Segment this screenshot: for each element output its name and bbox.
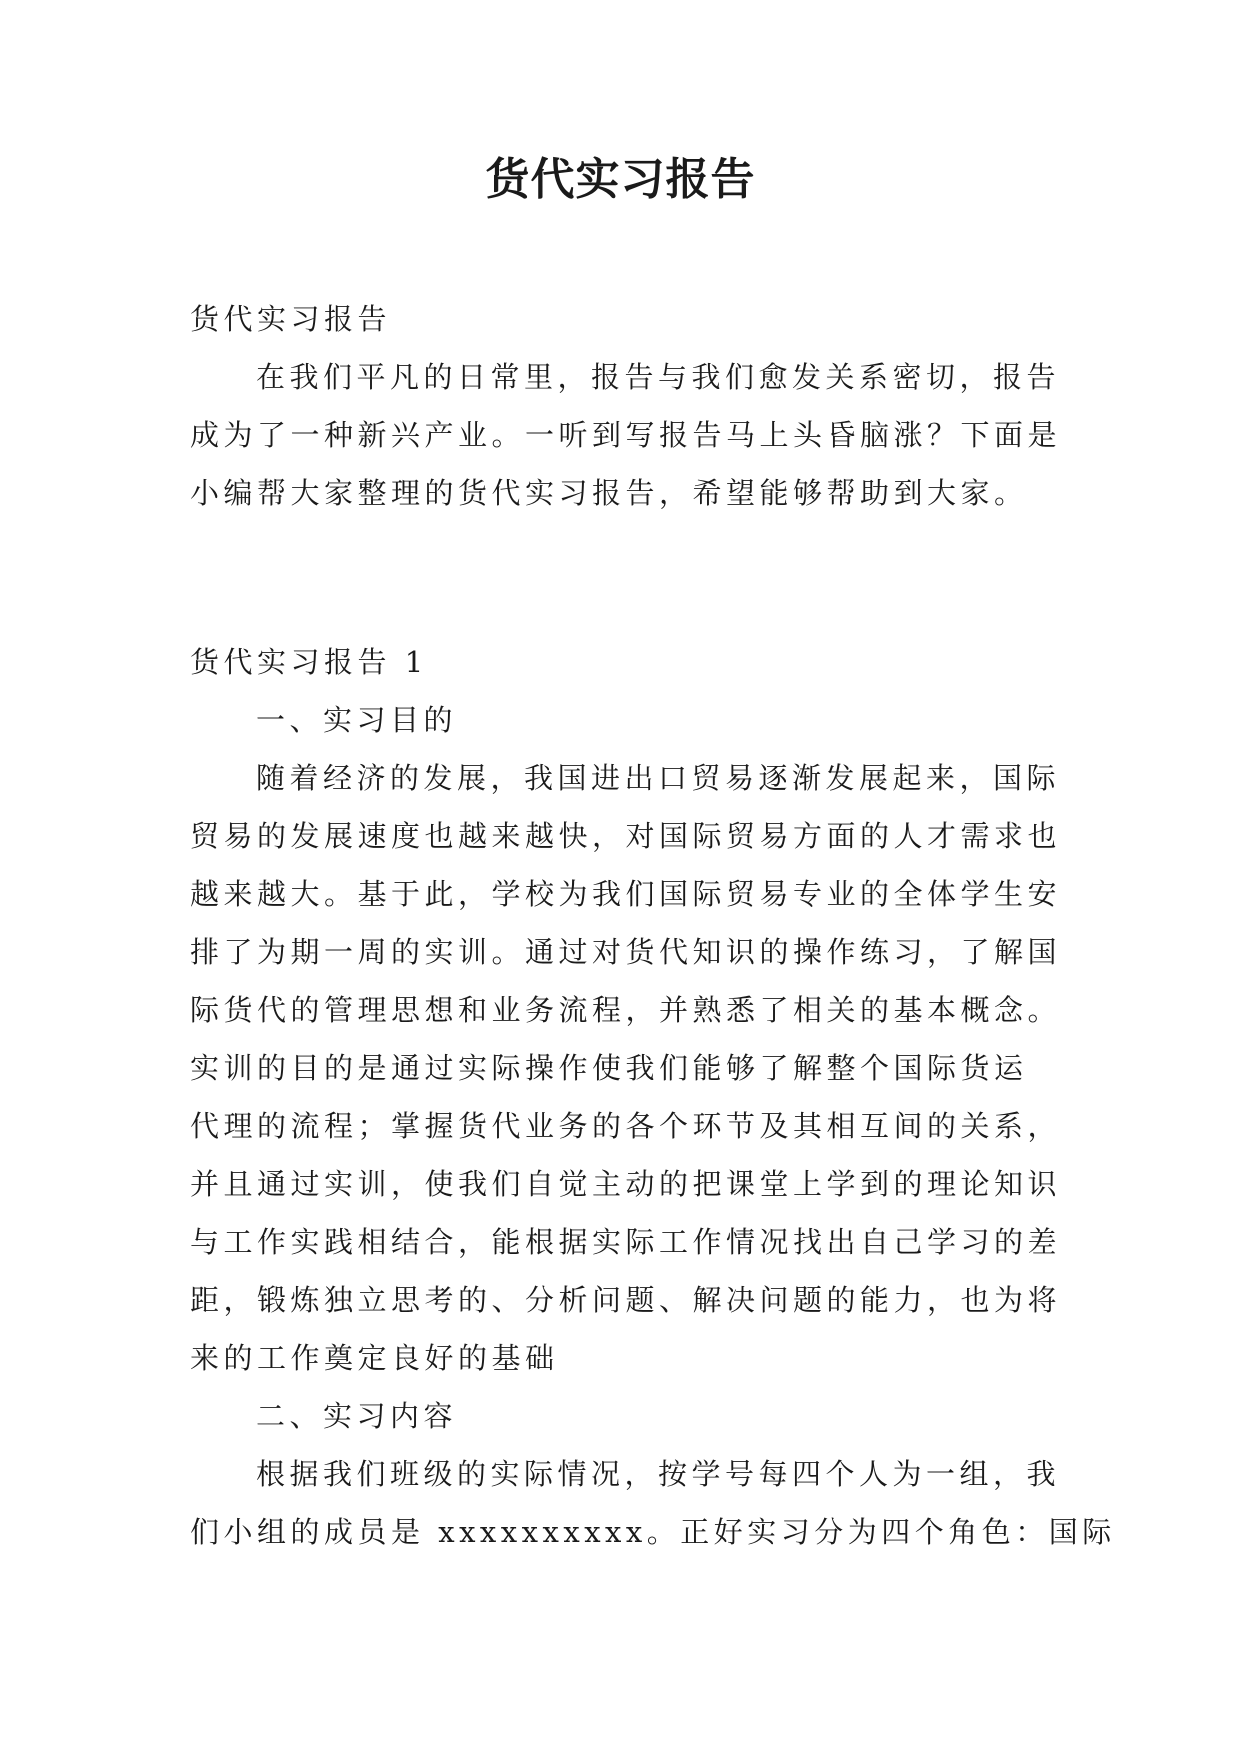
section1-paragraph-line: 并且通过实训，使我们自觉主动的把课堂上学到的理论知识 [190, 1167, 1062, 1201]
section1-paragraph-line: 越来越大。基于此，学校为我们国际贸易专业的全体学生安 [190, 877, 1062, 911]
section1-paragraph-line: 随着经济的发展，我国进出口贸易逐渐发展起来，国际 [256, 761, 1061, 795]
document-title: 货代实习报告 [485, 154, 756, 205]
section1-paragraph-line: 际货代的管理思想和业务流程，并熟悉了相关的基本概念。 [190, 993, 1062, 1027]
section1-paragraph-line: 排了为期一周的实训。通过对货代知识的操作练习，了解国 [190, 935, 1062, 969]
report1-block [190, 633, 1116, 1561]
section2-paragraph-line: 们小组的成员是 xxxxxxxxxx。正好实习分为四个角色：国际 [190, 1515, 1116, 1549]
section1-paragraph-line: 贸易的发展速度也越来越快，对国际贸易方面的人才需求也 [190, 819, 1062, 853]
intro-block [190, 290, 1062, 522]
intro-paragraph-line: 小编帮大家整理的货代实习报告，希望能够帮助到大家。 [190, 476, 1028, 510]
section1-paragraph-line: 来的工作奠定良好的基础 [190, 1341, 559, 1375]
section2-title: 二、实习内容 [256, 1399, 458, 1433]
intro-heading: 货代实习报告 [190, 302, 392, 336]
report1-heading: 货代实习报告 1 [190, 645, 428, 679]
intro-paragraph-line: 成为了一种新兴产业。一听到写报告马上头昏脑涨？下面是 [190, 418, 1062, 452]
section2-paragraph-line: 根据我们班级的实际情况，按学号每四个人为一组，我 [256, 1457, 1061, 1491]
section1-paragraph-line: 实训的目的是通过实际操作使我们能够了解整个国际货运 [190, 1051, 1028, 1085]
section1-paragraph-line: 代理的流程；掌握货代业务的各个环节及其相互间的关系， [190, 1109, 1062, 1143]
intro-paragraph-line: 在我们平凡的日常里，报告与我们愈发关系密切，报告 [256, 360, 1061, 394]
section1-paragraph-line: 与工作实践相结合，能根据实际工作情况找出自己学习的差 [190, 1225, 1062, 1259]
section1-paragraph-line: 距，锻炼独立思考的、分析问题、解决问题的能力，也为将 [190, 1283, 1062, 1317]
section1-title: 一、实习目的 [256, 703, 458, 737]
